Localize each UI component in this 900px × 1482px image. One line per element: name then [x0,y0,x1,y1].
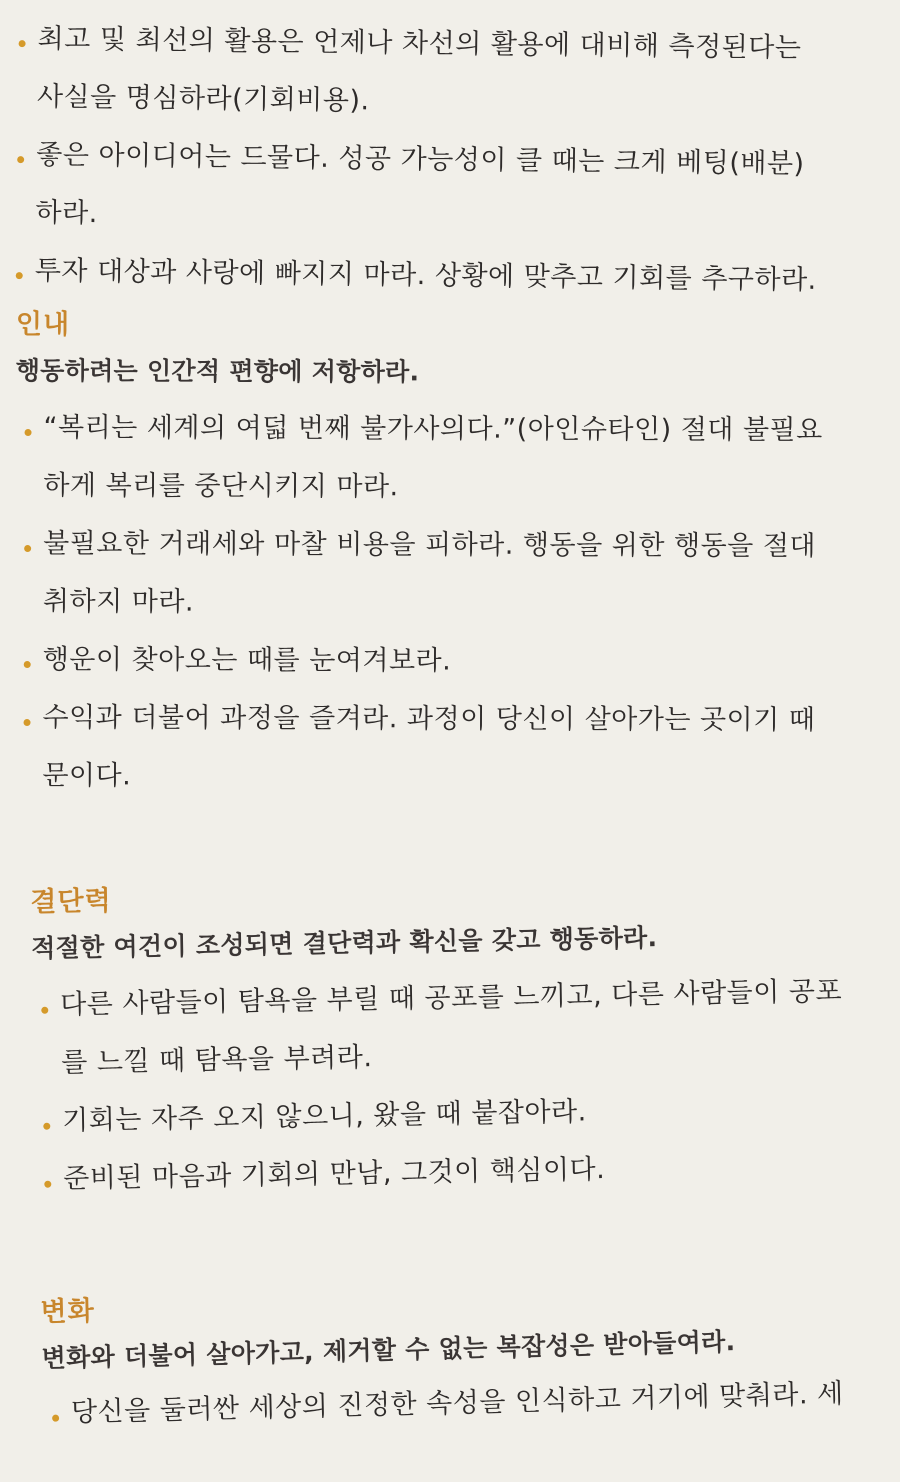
section-heading: 인내 [15,308,71,341]
bullet-dot-icon [17,156,24,163]
list-item [7,126,818,252]
bullet-text: 최고 및 최선의 활용은 언제나 차선의 활용에 대비해 측정된다는 사실을 명심하라(기회비용). [36,23,802,117]
list-item [15,631,825,692]
section-patience [14,302,826,808]
bullet-text: 불필요한 거래세와 마찰 비용을 피하라. 행동을 위한 행동을 절대 취하지 마라. [42,528,817,618]
top-bullet-list [6,10,819,310]
section-lead: 적절한 여건이 조성되면 결단력과 확신을 갖고 행동하라. [30,923,658,963]
section-lead: 변화와 더불어 살아가고, 제거할 수 없는 복잡성은 받아들여라. [41,1327,736,1373]
list-item [32,963,844,1093]
bullet-dot-icon [24,661,31,668]
bullet-text: 기회는 자주 오지 않으니, 왔을 때 붙잡아라. [61,1096,587,1137]
bullet-dot-icon [52,1415,59,1422]
bullet-text: 행운이 찾아오는 때를 눈여겨보라. [42,644,452,677]
list-item [9,10,820,136]
bullet-text: “복리는 세계의 여덟 번째 불가사의다.”(아인슈타인) 절대 불필요하게 복리를 중단시키지 마라. [43,412,823,503]
list-item [42,1365,853,1443]
bullet-text: 좋은 아이디어는 드물다. 성공 가능성이 클 때는 크게 베팅(배분)하라. [35,139,805,230]
list-item [6,242,817,310]
list-item [14,689,824,808]
section-change [40,1270,853,1443]
bullet-dot-icon [24,545,31,552]
list-item [15,515,825,634]
list-item [15,399,825,518]
bullet-dot-icon [16,272,23,279]
section-heading: 결단력 [30,885,112,918]
bullet-dot-icon [44,1181,51,1188]
section-lead: 행동하려는 인간적 편향에 저항하라. [15,355,420,387]
bullet-text: 다른 사람들이 탐욕을 부릴 때 공포를 느끼고, 다른 사람들이 공포를 느낄 때 탐욕을 부려라. [59,975,843,1079]
bullet-text: 준비된 마음과 기회의 만남, 그것이 핵심이다. [62,1154,606,1195]
bullet-text: 투자 대상과 사랑에 빠지지 마라. 상황에 맞추고 기회를 추구하라. [34,255,817,296]
bullet-text: 당신을 둘러싼 세상의 진정한 속성을 인식하고 거기에 맞춰라. 세 [70,1378,845,1429]
bullet-dot-icon [41,1007,48,1014]
section-heading: 변화 [40,1295,96,1328]
bullet-dot-icon [43,1123,50,1130]
bullet-dot-icon [24,719,31,726]
section-decisiveness [30,866,846,1209]
bullet-text: 수익과 더불어 과정을 즐겨라. 과정이 당신이 살아가는 곳이기 때문이다. [42,702,816,792]
bullet-dot-icon [25,429,32,436]
bullet-dot-icon [19,40,26,47]
